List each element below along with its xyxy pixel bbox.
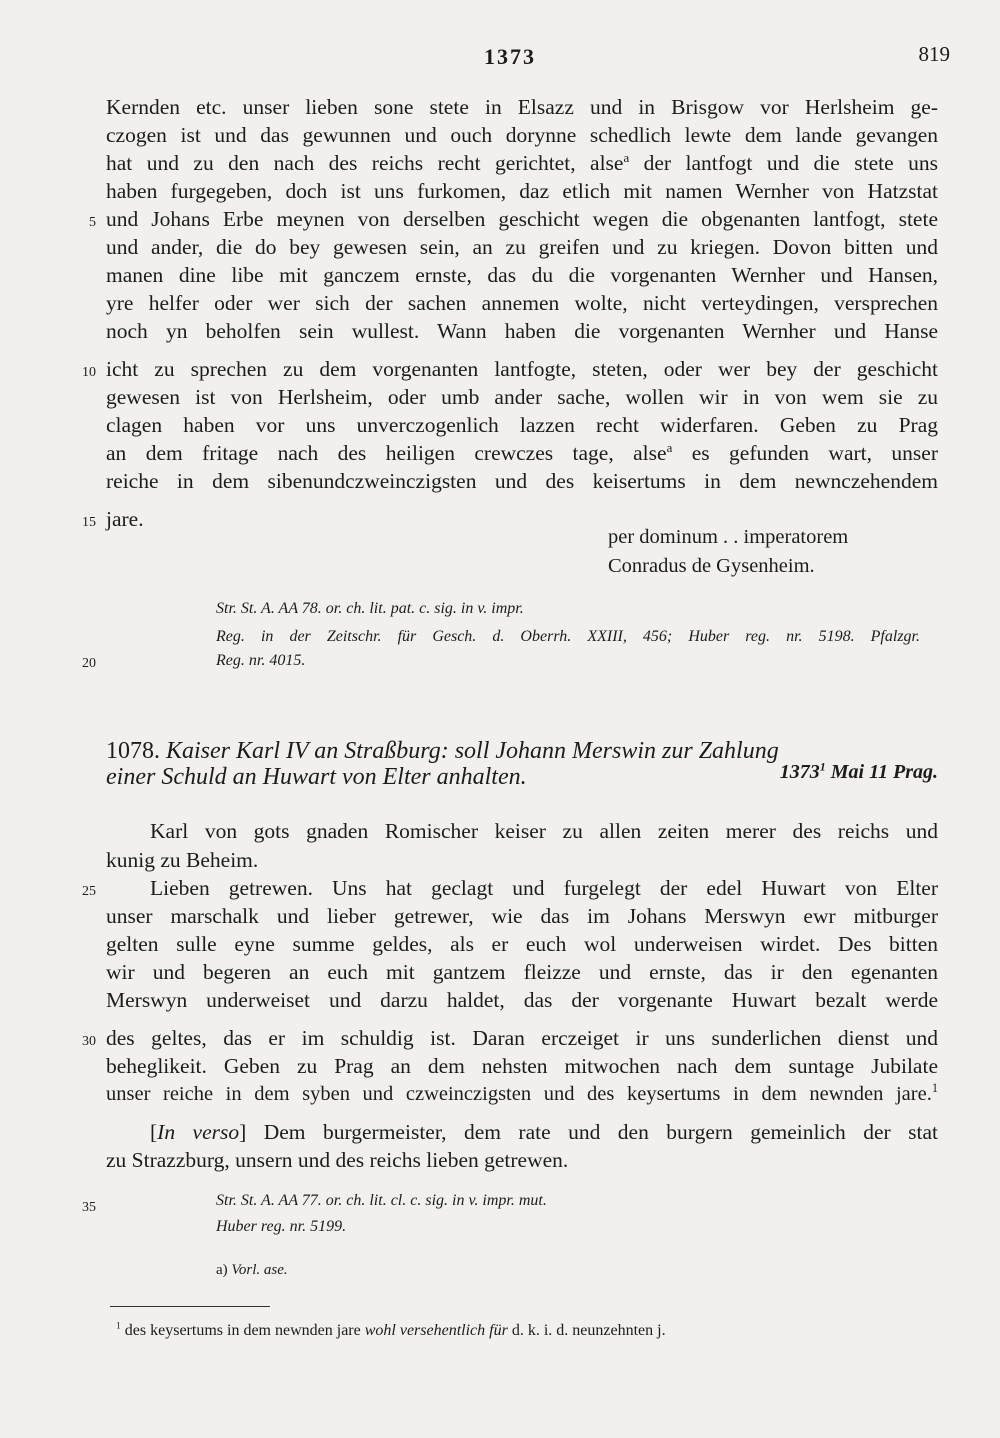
date-year: 1373: [779, 761, 820, 783]
text-line: des geltes, das er im schuldig ist. Daran erczeiget ir uns sunderlichen dienst und: [106, 1026, 938, 1050]
line-number: 15: [82, 515, 96, 530]
date-rest: Mai 11 Prag.: [825, 761, 938, 783]
document-date: [700, 761, 938, 784]
variant-note-text: Vorl. ase.: [231, 1262, 288, 1278]
text-line: [106, 149, 938, 177]
text-line: Kernden etc. unser lieben sone stete in Elsazz und in Brisgow vor Herlsheim ge-: [106, 95, 938, 119]
variant-mark: a: [623, 150, 630, 165]
source-note: Str. St. A. AA 77. or. ch. lit. cl. c. sig. in v. impr. mut.: [216, 1192, 547, 1209]
source-note: Str. St. A. AA 78. or. ch. lit. pat. c. sig. in v. impr.: [216, 600, 524, 617]
text-line: yre helfer oder wer sich der sachen annemen wolte, nicht verteydingen, versprechen: [106, 291, 938, 315]
text-segment: hat und zu den nach des reichs recht gerichtet, alse: [106, 151, 624, 175]
text-line: Merswyn underweiset und darzu haldet, das der vorgenante Huwart bezalt werde: [106, 988, 938, 1012]
text-line: und Johans Erbe meynen von derselben geschicht wegen die obgenanten lantfogt, stete: [106, 207, 938, 231]
line-number: 35: [82, 1200, 96, 1215]
text-line: Karl von gots gnaden Romischer keiser zu allen zeiten merer des reichs und: [150, 819, 938, 843]
text-line: [In verso] Dem burgermeister, dem rate und den burgern gemeinlich der stat: [150, 1120, 938, 1144]
text-segment: an dem fritage nach des heiligen crewczes tage, alse: [106, 441, 667, 465]
text-line: haben furgegeben, doch ist uns furkomen, daz etlich mit namen Wernher von Hatzstat: [106, 179, 938, 203]
line-number: 10: [82, 365, 96, 380]
source-note: Reg. nr. 4015.: [216, 652, 306, 669]
footnote-text: des keysertums in dem newnden jare: [124, 1322, 361, 1339]
footnote-text: d. k. i. d. neunzehnten j.: [511, 1322, 666, 1339]
line-number: 5: [89, 215, 96, 230]
signature-line: per dominum . . imperatorem: [608, 526, 849, 548]
text-line: reiche in dem sibenundczweinczigsten und des keisertums in dem newnczehendem: [106, 469, 938, 493]
variant-note: [216, 1262, 288, 1279]
text-line: zu Strazzburg, unsern und des reichs lieben getrewen.: [106, 1148, 569, 1172]
text-line: clagen haben vor uns unverczogenlich lazzen recht widerfaren. Geben zu Prag: [106, 413, 938, 437]
text-line: wir und begeren an euch mit gantzem fleizze und ernste, das ir den egenanten: [106, 960, 938, 984]
text-segment: es gefunden wart, unser: [672, 441, 938, 465]
text-line: beheglikeit. Geben zu Prag an dem nehsten mitwochen nach dem suntage Jubilate: [106, 1054, 938, 1078]
document-number: 1078.: [106, 738, 160, 764]
text-segment: der lantfogt und die stete uns: [629, 151, 938, 175]
running-head-year: 1373: [484, 44, 536, 69]
line-number: 30: [82, 1034, 96, 1049]
text-line: Lieben getrewen. Uns hat geclagt und furgelegt der edel Huwart von Elter: [150, 876, 938, 900]
source-note: Huber reg. nr. 5199.: [216, 1218, 347, 1235]
text-line: czogen ist und das gewunnen und ouch dorynne schedlich lewte dem lande gevangen: [106, 123, 938, 147]
footnote-rule: [110, 1306, 270, 1307]
page-number: 819: [918, 42, 950, 66]
text-segment: unser reiche in dem syben und czweinczigsten und des keysertums in dem newnden jare.: [106, 1083, 932, 1105]
text-line: und ander, die do bey gewesen sein, an zu greifen und zu kriegen. Dovon bitten und: [106, 235, 938, 259]
footnote-mark: 1: [116, 1320, 121, 1332]
document-title: Kaiser Karl IV an Straßburg: soll Johann Merswin zur Zahlung: [166, 738, 779, 764]
text-line: gewesen ist von Herlsheim, oder umb ander sache, wollen wir in von wem sie zu: [106, 385, 938, 409]
source-note: Reg. in der Zeitschr. für Gesch. d. Oberrh. XXIII, 456; Huber reg. nr. 5198. Pfalzgr.: [216, 628, 920, 645]
footnote: [116, 1322, 666, 1340]
text-line: [106, 1080, 938, 1108]
line-number: 20: [82, 656, 96, 671]
text-line: icht zu sprechen zu dem vorgenanten lantfogte, steten, oder wer bey der geschicht: [106, 357, 938, 381]
text-line: gelten sulle eyne summe geldes, als er euch wol underweisen wirdet. Des bitten: [106, 932, 938, 956]
text-line: [106, 439, 938, 467]
variant-note-mark: a): [216, 1262, 228, 1278]
signature-line: Conradus de Gysenheim.: [608, 555, 815, 577]
footnote-comment: wohl versehentlich für: [364, 1322, 508, 1339]
document-title-cont: einer Schuld an Huwart von Elter anhalten.: [106, 764, 527, 790]
text-line: jare.: [106, 507, 144, 531]
footnote-ref: 1: [931, 1081, 938, 1096]
variant-mark: a: [666, 440, 673, 455]
footnote-ref: 1: [819, 759, 826, 774]
text-line: kunig zu Beheim.: [106, 848, 259, 872]
verso-label: In verso: [157, 1120, 240, 1144]
line-number: 25: [82, 884, 96, 899]
text-line: unser marschalk und lieber getrewer, wie das im Johans Merswyn ewr mitburger: [106, 904, 938, 928]
text-line: noch yn beholfen sein wullest. Wann haben die vorgenanten Wernher und Hanse: [106, 319, 938, 343]
text-line: manen dine libe mit ganczem ernste, das du die vorgenanten Wernher und Hansen,: [106, 263, 938, 287]
text-segment: Dem burgermeister, dem rate und den burgern gemeinlich der stat: [263, 1120, 938, 1144]
